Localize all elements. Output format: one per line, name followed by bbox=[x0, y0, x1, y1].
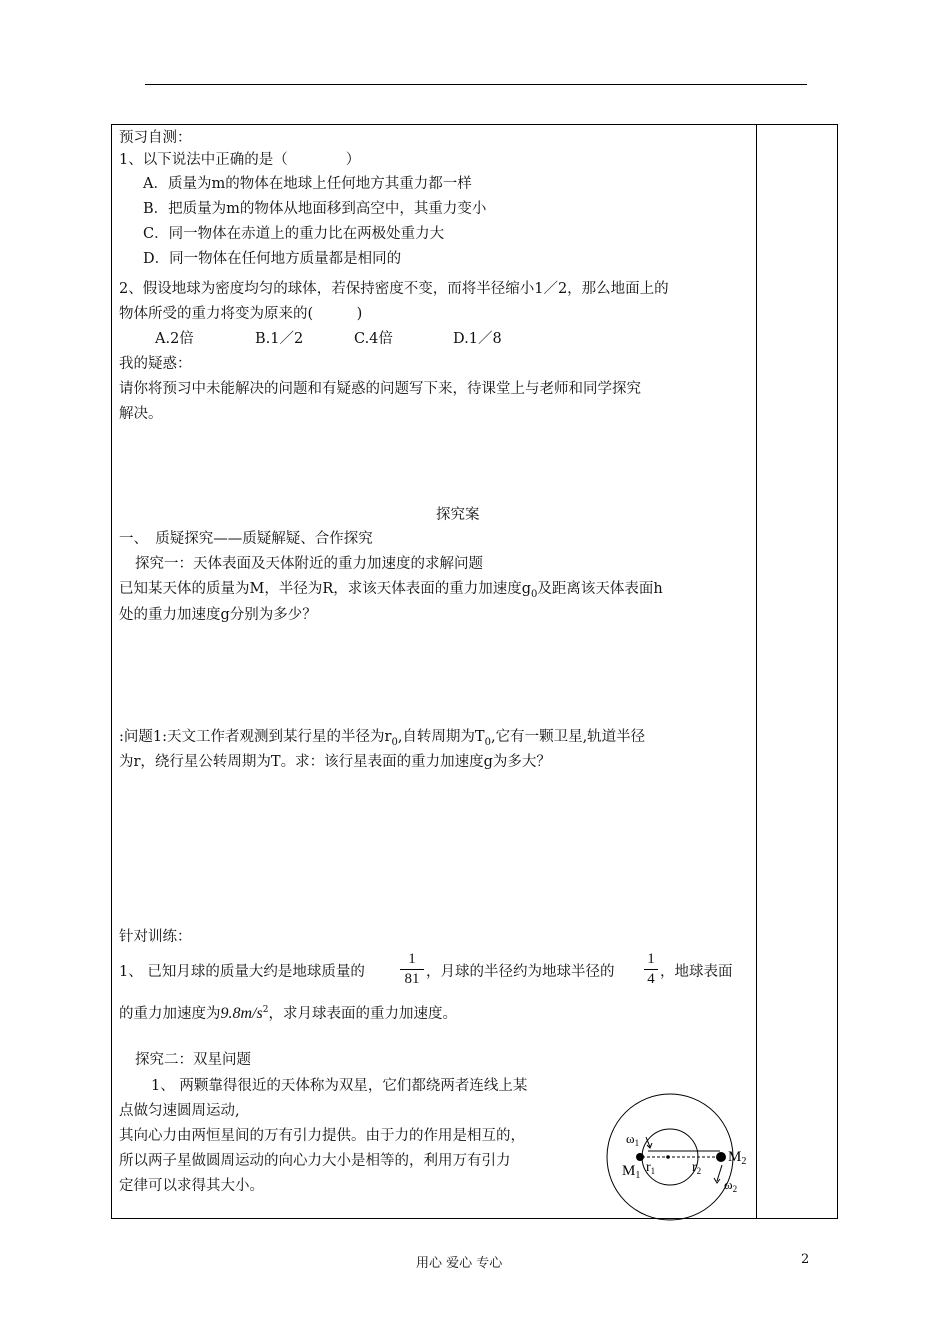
question-1-option-b: B．把质量为m的物体从地面移到高空中，其重力变小 bbox=[143, 201, 487, 217]
fraction-1-4 bbox=[644, 951, 658, 988]
question-2-option-b: B.1／2 bbox=[255, 331, 304, 347]
question-1: 1、以下说法中正确的是（ ） bbox=[119, 152, 361, 168]
page-number: 2 bbox=[801, 1252, 810, 1267]
question-1-option-c: C．同一物体在赤道上的重力比在两极处重力大 bbox=[143, 226, 445, 242]
r1-label: $r_1$ bbox=[646, 1160, 656, 1176]
fraction-bar bbox=[400, 969, 424, 970]
doubt-line-2: 解决。 bbox=[119, 406, 163, 422]
topic-1-line-2: 处的重力加速度g分别为多少？ bbox=[119, 607, 317, 623]
question-2-line-2: 物体所受的重力将变为原来的( ) bbox=[119, 306, 363, 322]
fraction-1-81 bbox=[400, 951, 424, 988]
binary-star-line-4: 所以两子星做圆周运动的向心力大小是相等的，利用万有引力 bbox=[119, 1153, 511, 1169]
fraction-1-4-denominator: 4 bbox=[647, 971, 655, 987]
m2-label: $M_2$ bbox=[728, 1149, 747, 1167]
question-1-option-a: A．质量为m的物体在地球上任何地方其重力都一样 bbox=[143, 176, 472, 192]
m1-label: $M_1$ bbox=[622, 1163, 641, 1181]
training-1-part-a: 1、 已知月球的质量大约是地球质量的 bbox=[119, 964, 365, 980]
omega1-label: $\omega_1$ bbox=[626, 1131, 640, 1148]
binary-star-line-2: 点做匀速圆周运动, bbox=[119, 1103, 240, 1119]
training-1-line-2: 的重力加速度为$9.8m/s^2$，求月球表面的重力加速度。 bbox=[119, 1004, 457, 1022]
table-side-column-divider bbox=[756, 124, 757, 1219]
star-m2 bbox=[716, 1152, 726, 1162]
problem-1-line-1: :问题1:天文工作者观测到某行星的半径为$r_0$,自转周期为$T_0$,它有一颗卫星,轨道半径 bbox=[119, 729, 646, 748]
question-2-option-d: D.1／8 bbox=[453, 331, 502, 347]
fraction-bar bbox=[644, 969, 658, 970]
omega2-label: $\omega_2$ bbox=[724, 1177, 738, 1194]
doubt-heading: 我的疑惑： bbox=[119, 356, 192, 372]
binary-star-diagram bbox=[600, 1093, 760, 1223]
explore-title: 探究案 bbox=[436, 507, 480, 523]
binary-star-line-5: 定律可以求得其大小。 bbox=[119, 1178, 264, 1194]
doubt-line-1: 请你将预习中未能解决的问题和有疑惑的问题写下来，待课堂上与老师和同学探究 bbox=[119, 381, 641, 397]
topic-1-line-1: 已知某天体的质量为M，半径为R，求该天体表面的重力加速度$g_0$及距离该天体表面h bbox=[119, 581, 663, 600]
binary-star-line-1: 1、 两颗靠得很近的天体称为双星，它们都绕两者连线上某 bbox=[151, 1078, 528, 1094]
training-1-part-c: ，地球表面 bbox=[660, 964, 733, 980]
preview-heading: 预习自测： bbox=[119, 130, 192, 146]
question-2-line-1: 2、假设地球为密度均匀的球体，若保持密度不变，而将半径缩小1／2，那么地面上的 bbox=[119, 281, 669, 297]
fraction-1-81-numerator: 1 bbox=[408, 951, 416, 967]
star-m1 bbox=[636, 1153, 644, 1161]
header-rule bbox=[145, 84, 807, 85]
footer-slogan: 用心 爱心 专心 bbox=[416, 1256, 503, 1271]
binary-star-line-3: 其向心力由两恒星间的万有引力提供。由于力的作用是相互的， bbox=[119, 1128, 525, 1144]
training-1-part-b: ，月球的半径约为地球半径的 bbox=[426, 964, 615, 980]
gravity-value: 9.8m/s bbox=[220, 1004, 263, 1022]
problem-1-line-2: 为r，绕行星公转周期为T。求：该行星表面的重力加速度g为多大？ bbox=[119, 754, 551, 770]
section-1-heading: 一、 质疑探究——质疑解疑、合作探究 bbox=[119, 531, 373, 547]
center-of-mass bbox=[666, 1155, 670, 1159]
fraction-1-81-denominator: 81 bbox=[404, 971, 420, 987]
fraction-1-4-numerator: 1 bbox=[647, 951, 655, 967]
topic-1-heading: 探究一：天体表面及天体附近的重力加速度的求解问题 bbox=[135, 556, 483, 572]
question-1-option-d: D．同一物体在任何地方质量都是相同的 bbox=[143, 251, 402, 267]
r2-label: $r_2$ bbox=[692, 1160, 702, 1176]
omega2-arrow bbox=[717, 1165, 722, 1181]
question-2-option-c: C.4倍 bbox=[354, 331, 393, 347]
training-heading: 针对训练： bbox=[119, 929, 192, 945]
topic-2-heading: 探究二：双星问题 bbox=[135, 1052, 251, 1068]
question-2-option-a: A.2倍 bbox=[155, 331, 194, 347]
